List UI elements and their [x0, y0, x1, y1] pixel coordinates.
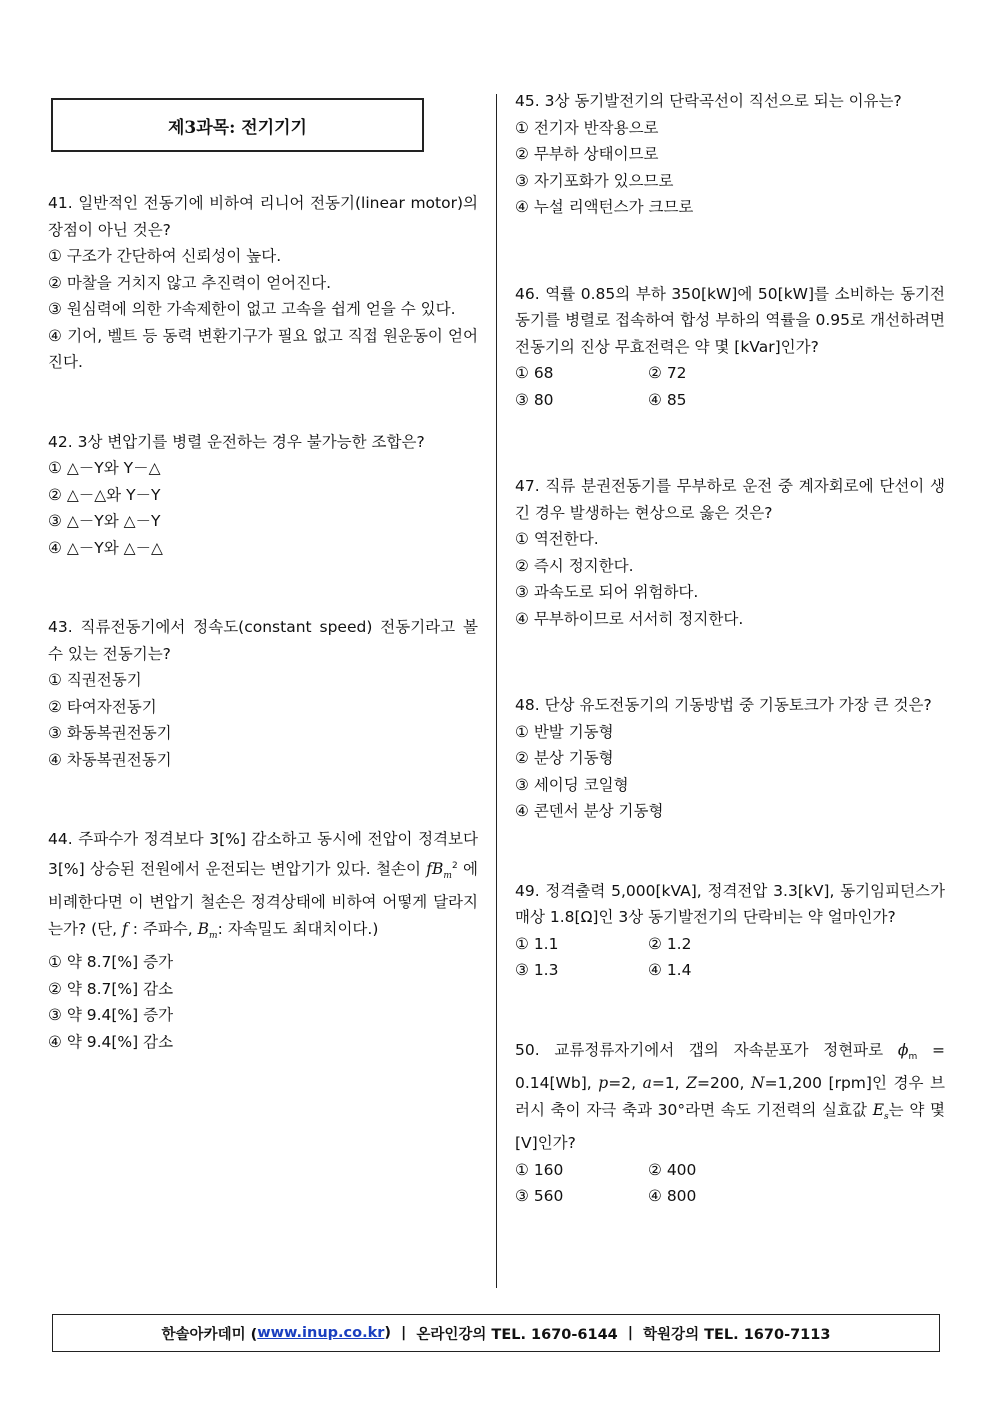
column-divider	[496, 94, 497, 1288]
symbol-f: f	[122, 919, 128, 938]
option-4: ④ 콘덴서 분상 기동형	[515, 802, 664, 820]
stem-part-e: =200,	[696, 1074, 745, 1093]
option-3: ③ 세이딩 코일형	[515, 775, 629, 794]
option-4: ④ 무부하이므로 서서히 정지한다.	[515, 609, 744, 628]
question-stem: 47. 직류 분권전동기를 무부하로 운전 중 계자회로에 단선이 생긴 경우 발생하는 현상으로 옳은 것은?	[515, 477, 945, 522]
option-3: ③ 자기포화가 있으므로	[515, 171, 674, 190]
question-46	[515, 281, 945, 414]
option-2: ② 타여자전동기	[48, 697, 157, 716]
question-50	[515, 1037, 945, 1210]
footer-separator: |	[401, 1325, 407, 1341]
question-stem: 41. 일반적인 전동기에 비하여 리니어 전동기(linear motor)의 장점이 아닌 것은?	[48, 194, 478, 239]
question-43	[48, 614, 478, 773]
option-3: ③ 원심력에 의한 가속제한이 없고 고속을 쉽게 얻을 수 있다.	[48, 300, 456, 318]
stem-part-a: 44. 주파수가 정격보다 3[%] 감소하고 동시에 전압이 정격보다 3[%] 상승된 전원에서 운전되는 변압기가 있다. 철손이	[48, 830, 478, 878]
option-1: ① 반발 기동형	[515, 722, 614, 741]
question-stem: 46. 역률 0.85의 부하 350[kW]에 50[kW]를 소비하는 동기전동기를 병렬로 접속하여 합성 부하의 역률을 0.95로 개선하려면 전동기의 진상 무효전력은 약 몇 [kVar]인가?	[515, 284, 945, 356]
question-48	[515, 692, 945, 825]
option-4: ④ 85	[648, 390, 687, 409]
option-2: ② 1.2	[648, 934, 692, 953]
stem-part-c: =2,	[608, 1074, 636, 1093]
option-3: ③ △－Y와 △－Y	[48, 512, 161, 530]
option-4: ④ △－Y와 △－△	[48, 538, 163, 557]
option-3: ③ 화동복권전동기	[48, 724, 172, 742]
option-2: ② 무부하 상태이므로	[515, 145, 659, 163]
symbol-p: p	[598, 1074, 609, 1093]
question-44	[48, 826, 478, 1055]
option-4: ④ 1.4	[648, 961, 692, 979]
stem-part-f: =1,200 [rpm]인 경우 브러시 축이 자극 축과 30°라면 속도 기전력의 실효값	[515, 1074, 945, 1119]
symbol-z: Z	[686, 1074, 697, 1093]
option-3: ③ 80	[515, 390, 554, 409]
stem-part-g: 는 약 몇 [V]인가?	[515, 1100, 945, 1153]
stem-part-c: : 주파수,	[132, 919, 193, 938]
option-4: ④ 누설 리액턴스가 크므로	[515, 198, 694, 216]
question-stem: 45. 3상 동기발전기의 단락곡선이 직선으로 되는 이유는?	[515, 92, 902, 110]
option-4: ④ 차동복권전동기	[48, 750, 172, 769]
question-stem	[515, 1037, 945, 1157]
option-1: ① 68	[515, 364, 554, 382]
option-2: ② 400	[648, 1160, 697, 1179]
question-stem: 43. 직류전동기에서 정속도(constant speed) 전동기라고 볼 수 있는 전동기는?	[48, 618, 478, 663]
option-2: ② 약 8.7[%] 감소	[48, 979, 174, 998]
option-3: ③ 1.3	[515, 961, 559, 979]
formula-fbm2: $fB_m^2$	[426, 859, 458, 881]
option-2: ② 마찰을 거치지 않고 추진력이 얻어진다.	[48, 273, 332, 292]
section-title: 제3과목: 전기기기	[51, 98, 424, 152]
question-49	[515, 878, 945, 984]
left-column	[48, 190, 478, 1055]
option-2: ② 즉시 정지한다.	[515, 556, 634, 575]
option-1: ① △－Y와 Y－△	[48, 459, 161, 477]
option-2: ② 분상 기동형	[515, 749, 614, 767]
option-4: ④ 800	[648, 1187, 697, 1206]
symbol-n: N	[751, 1074, 765, 1093]
question-45	[515, 88, 945, 221]
stem-part-d: =1,	[651, 1074, 680, 1093]
footer-offline-phone: 학원강의 TEL. 1670-7113	[643, 1326, 831, 1343]
right-column	[515, 88, 945, 1210]
option-3: ③ 약 9.4[%] 증가	[48, 1006, 174, 1025]
footer	[52, 1314, 940, 1352]
option-3: ③ 과속도로 되어 위험하다.	[515, 583, 699, 601]
stem-part-d: : 자속밀도 최대치이다.)	[217, 919, 379, 938]
option-1: ① 전기자 반작용으로	[515, 118, 659, 137]
option-2: ② 72	[648, 364, 687, 382]
question-47	[515, 473, 945, 632]
option-1: ① 구조가 간단하여 신뢰성이 높다.	[48, 247, 282, 265]
footer-online-phone: 온라인강의 TEL. 1670-6144	[416, 1326, 618, 1343]
footer-website-link[interactable]: www.inup.co.kr	[257, 1325, 385, 1341]
question-stem	[48, 826, 478, 949]
options-grid	[515, 931, 945, 984]
footer-separator: |	[627, 1325, 634, 1341]
stem-part-b: 에 비례한다면 이 변압기 철손은 정격상태에 비하여 어떻게 달라지는가? (단,	[48, 859, 478, 938]
option-1: ① 직권전동기	[48, 671, 142, 689]
question-stem: 48. 단상 유도전동기의 기동방법 중 기동토크가 가장 큰 것은?	[515, 696, 932, 714]
symbol-a: a	[642, 1074, 652, 1093]
option-1: ① 약 8.7[%] 증가	[48, 953, 174, 972]
symbol-bm: $B_m$	[197, 919, 218, 941]
stem-part-b: 0.14[Wb],	[515, 1074, 592, 1093]
option-4: ④ 약 9.4[%] 감소	[48, 1032, 174, 1051]
question-stem: 49. 정격출력 5,000[kVA], 정격전압 3.3[kV], 동기임피던스가 매상 1.8[Ω]인 3상 동기발전기의 단락비는 약 얼마인가?	[515, 881, 945, 926]
option-2: ② △－△와 Y－Y	[48, 485, 161, 504]
question-stem: 42. 3상 변압기를 병렬 운전하는 경우 불가능한 조합은?	[48, 432, 425, 451]
question-42	[48, 429, 478, 562]
option-3: ③ 560	[515, 1187, 564, 1206]
options-grid	[515, 360, 945, 413]
options-grid	[515, 1157, 945, 1210]
option-4: ④ 기어, 벨트 등 동력 변환기구가 필요 없고 직접 원운동이 얻어진다.	[48, 326, 478, 371]
formula-phi-m: $\phi_m$ =	[897, 1040, 945, 1062]
option-1: ① 1.1	[515, 934, 559, 953]
stem-part-a: 50. 교류정류자기에서 갭의 자속분포가 정현파로	[515, 1040, 884, 1059]
footer-academy: 한솔아카데미 (	[161, 1326, 258, 1343]
footer-academy-close: )	[384, 1325, 392, 1341]
question-41	[48, 190, 478, 376]
symbol-es: $E_s$	[872, 1100, 889, 1122]
option-1: ① 역전한다.	[515, 530, 599, 548]
option-1: ① 160	[515, 1160, 564, 1179]
